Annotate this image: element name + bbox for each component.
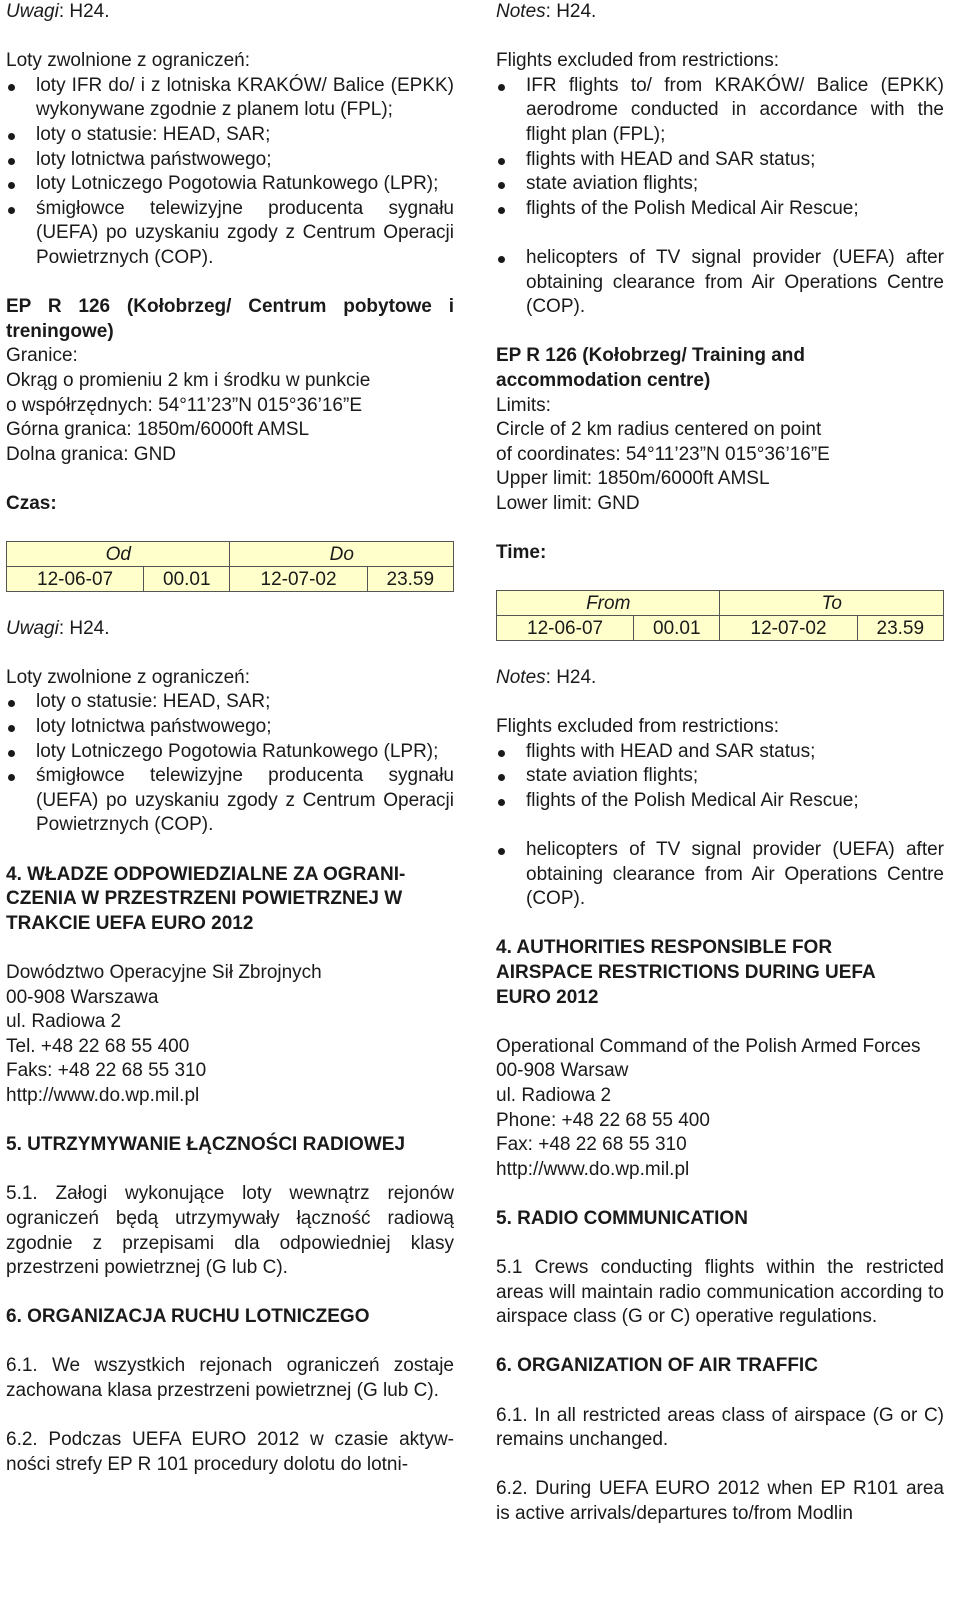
from-header: Od bbox=[7, 542, 230, 567]
phone-line: Tel. +48 22 68 55 400 bbox=[6, 1035, 190, 1057]
section-5-1-text: 5.1. Załogi wykonujące loty wewnątrz rejonów ograniczeń będą utrzymywały łączność radiową zgodnie z przepisami dla odpowiedniej klasy przestrzeni powietrznej (G lub C). bbox=[6, 1183, 454, 1279]
excluded-flights-heading: Flights excluded from restrictions: bbox=[496, 50, 779, 72]
address-line: Dowództwo Operacyjne Sił Zbrojnych bbox=[6, 961, 322, 983]
excluded-flights-list bbox=[496, 74, 944, 320]
bullet-icon bbox=[498, 848, 505, 855]
bullet-icon bbox=[8, 774, 15, 781]
coordinates-line: o współrzędnych: 54°11’23”N 015°36’16”E bbox=[6, 394, 362, 416]
website-link[interactable]: http://www.do.wp.mil.pl bbox=[496, 1158, 690, 1180]
list-item: flights with HEAD and SAR status; bbox=[496, 148, 944, 173]
address-line: 00-908 Warszawa bbox=[6, 986, 159, 1008]
section-4-heading: 4. WŁADZE ODPOWIEDZIALNE ZA OGRANI- CZENIA W PRZESTRZENI POWIETRZNEJ W TRAKCIE UEFA EURO 2012 bbox=[6, 863, 406, 934]
list-item: loty IFR do/ i z lotniska KRAKÓW/ Balice (EPKK) wykonywane zgodnie z planem lotu (FPL); bbox=[6, 74, 454, 123]
to-time: 23.59 bbox=[857, 616, 943, 641]
section-6-2-text: 6.2. Podczas UEFA EURO 2012 w czasie aktyw-ności strefy EP R 101 procedury dolotu do lotni- bbox=[6, 1429, 454, 1475]
website-link[interactable]: http://www.do.wp.mil.pl bbox=[6, 1084, 200, 1106]
to-header: To bbox=[720, 591, 944, 616]
to-time: 23.59 bbox=[367, 567, 453, 592]
bullet-icon bbox=[8, 725, 15, 732]
excluded-flights-heading: Flights excluded from restrictions: bbox=[496, 716, 779, 738]
to-date: 12-07-02 bbox=[720, 616, 857, 641]
from-time: 00.01 bbox=[634, 616, 720, 641]
section-5-heading: 5. RADIO COMMUNICATION bbox=[496, 1207, 748, 1229]
section-5-1-text: 5.1 Crews conducting flights within the restricted areas will maintain radio communication according to airspace class (G or C) operative regulations. bbox=[496, 1257, 944, 1328]
bullet-icon bbox=[498, 158, 505, 165]
list-item: śmigłowce telewizyjne producenta sygnału (UEFA) po uzyskaniu zgody z Centrum Operacji Powietrznych (COP). bbox=[6, 764, 454, 838]
table-row bbox=[7, 567, 454, 592]
address-line: Operational Command of the Polish Armed Forces bbox=[496, 1035, 921, 1057]
bullet-icon bbox=[8, 158, 15, 165]
address-line: 00-908 Warsaw bbox=[496, 1060, 629, 1082]
excluded-flights-list bbox=[6, 74, 454, 271]
lower-limit: Dolna granica: GND bbox=[6, 443, 177, 465]
notes-line: Uwagi: H24. bbox=[6, 617, 110, 639]
limits-label: Granice: bbox=[6, 345, 78, 367]
list-item: state aviation flights; bbox=[496, 764, 944, 789]
section-6-1-text: 6.1. In all restricted areas class of airspace (G or C) remains unchanged. bbox=[496, 1404, 944, 1451]
bullet-icon bbox=[8, 133, 15, 140]
polish-column bbox=[6, 0, 454, 1477]
fax-line: Fax: +48 22 68 55 310 bbox=[496, 1134, 687, 1156]
list-item: loty lotnictwa państwowego; bbox=[6, 715, 454, 740]
list-item: loty o statusie: HEAD, SAR; bbox=[6, 123, 454, 148]
list-item: helicopters of TV signal provider (UEFA) after obtaining clearance from Air Operations Centre (COP). bbox=[496, 838, 944, 912]
address-line: ul. Radiowa 2 bbox=[6, 1011, 122, 1033]
bullet-icon bbox=[498, 774, 505, 781]
notes-line: Notes: H24. bbox=[496, 1, 597, 22]
bullet-icon bbox=[498, 182, 505, 189]
bullet-icon bbox=[498, 207, 505, 214]
list-item: IFR flights to/ from KRAKÓW/ Balice (EPKK) aerodrome conducted in accordance with the flight plan (FPL); bbox=[496, 74, 944, 148]
bullet-icon bbox=[8, 700, 15, 707]
list-item: state aviation flights; bbox=[496, 172, 944, 197]
limits-line: Circle of 2 km radius centered on point bbox=[496, 419, 822, 441]
upper-limit: Upper limit: 1850m/6000ft AMSL bbox=[496, 468, 770, 490]
time-label: Time: bbox=[496, 542, 547, 564]
from-date: 12-06-07 bbox=[7, 567, 144, 592]
from-time: 00.01 bbox=[144, 567, 230, 592]
list-item: loty o statusie: HEAD, SAR; bbox=[6, 690, 454, 715]
excluded-flights-list bbox=[496, 740, 944, 912]
bullet-icon bbox=[8, 207, 15, 214]
section-6-2-text: 6.2. During UEFA EURO 2012 when EP R101 area is active arrivals/departures to/from Modlin bbox=[496, 1478, 944, 1525]
excluded-flights-heading: Loty zwolnione z ograniczeń: bbox=[6, 666, 250, 688]
section-6-heading: 6. ORGANIZACJA RUCHU LOTNICZEGO bbox=[6, 1306, 370, 1328]
time-table bbox=[496, 590, 944, 641]
from-date: 12-06-07 bbox=[497, 616, 634, 641]
address-line: ul. Radiowa 2 bbox=[496, 1084, 612, 1106]
section-6-heading: 6. ORGANIZATION OF AIR TRAFFIC bbox=[496, 1355, 818, 1377]
from-header: From bbox=[497, 591, 720, 616]
bullet-icon bbox=[8, 750, 15, 757]
section-5-heading: 5. UTRZYMYWANIE ŁĄCZNOŚCI RADIOWEJ bbox=[6, 1134, 406, 1156]
section-4-heading: 4. AUTHORITIES RESPONSIBLE FOR AIRSPACE RESTRICTIONS DURING UEFA EURO 2012 bbox=[496, 937, 876, 1008]
lower-limit: Lower limit: GND bbox=[496, 492, 640, 514]
notes-line: Uwagi: H24. bbox=[6, 1, 110, 22]
bullet-icon bbox=[498, 256, 505, 263]
phone-line: Phone: +48 22 68 55 400 bbox=[496, 1109, 710, 1131]
excluded-flights-heading: Loty zwolnione z ograniczeń: bbox=[6, 50, 250, 72]
list-item: śmigłowce telewizyjne producenta sygnału (UEFA) po uzyskaniu zgody z Centrum Operacji Powietrznych (COP). bbox=[6, 197, 454, 271]
section-6-1-text: 6.1. We wszystkich rejonach ograniczeń zostaje zachowana klasa przestrzeni powietrznej (G lub C). bbox=[6, 1355, 454, 1402]
list-item: loty Lotniczego Pogotowia Ratunkowego (LPR); bbox=[6, 740, 454, 765]
to-header: Do bbox=[230, 542, 454, 567]
bullet-icon bbox=[498, 750, 505, 757]
limits-label: Limits: bbox=[496, 394, 551, 416]
list-item: flights with HEAD and SAR status; bbox=[496, 740, 944, 765]
bullet-icon bbox=[498, 84, 505, 91]
list-item: loty Lotniczego Pogotowia Ratunkowego (LPR); bbox=[6, 172, 454, 197]
area-heading: EP R 126 (Kołobrzeg/ Centrum pobytowe i treningowe) bbox=[6, 296, 454, 342]
bullet-icon bbox=[8, 182, 15, 189]
area-heading: EP R 126 (Kołobrzeg/ Training and accommodation centre) bbox=[496, 345, 805, 391]
list-item: flights of the Polish Medical Air Rescue; bbox=[496, 789, 944, 838]
coordinates-line: of coordinates: 54°11’23”N 015°36’16”E bbox=[496, 443, 830, 465]
bullet-icon bbox=[498, 799, 505, 806]
time-table bbox=[6, 541, 454, 592]
list-item: loty lotnictwa państwowego; bbox=[6, 148, 454, 173]
upper-limit: Górna granica: 1850m/6000ft AMSL bbox=[6, 419, 310, 441]
bullet-icon bbox=[8, 84, 15, 91]
to-date: 12-07-02 bbox=[230, 567, 367, 592]
notes-line: Notes: H24. bbox=[496, 666, 597, 688]
list-item: helicopters of TV signal provider (UEFA) after obtaining clearance from Air Operations Centre (COP). bbox=[496, 246, 944, 320]
limits-line: Okrąg o promieniu 2 km i środku w punkcie bbox=[6, 369, 371, 391]
fax-line: Faks: +48 22 68 55 310 bbox=[6, 1060, 207, 1082]
list-item: flights of the Polish Medical Air Rescue; bbox=[496, 197, 944, 246]
time-label: Czas: bbox=[6, 492, 57, 514]
english-column bbox=[496, 0, 944, 1527]
excluded-flights-list bbox=[6, 690, 454, 838]
table-row bbox=[497, 616, 944, 641]
